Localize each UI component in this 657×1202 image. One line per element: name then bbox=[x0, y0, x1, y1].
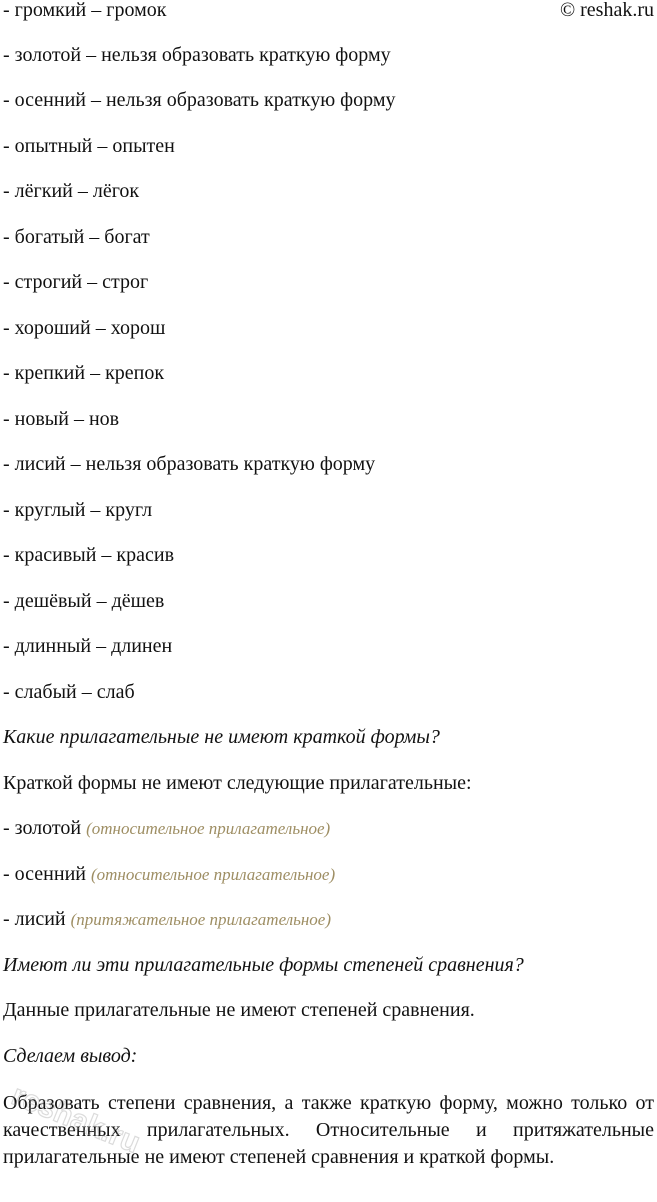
adjective-note: (относительное прилагательное) bbox=[86, 819, 331, 838]
list-item: - новый – нов bbox=[3, 408, 120, 430]
conclusion-label: Сделаем вывод: bbox=[3, 1045, 138, 1067]
list-item: - лисий – нельзя образовать краткую форму bbox=[3, 453, 376, 475]
list-item: - хороший – хорош bbox=[3, 317, 166, 339]
adjective-note: (относительное прилагательное) bbox=[90, 865, 336, 884]
list-item: - осенний – нельзя образовать краткую форму bbox=[3, 89, 396, 111]
list-item bbox=[3, 816, 654, 841]
list-item: - опытный – опытен bbox=[3, 135, 175, 157]
question-heading: Имеют ли эти прилагательные формы степеней сравнения? bbox=[3, 954, 524, 976]
list-item bbox=[3, 862, 654, 887]
list-item: - круглый – кругл bbox=[3, 499, 153, 521]
list-item: - громкий – громок bbox=[3, 0, 167, 21]
adjective-note: (притяжательное прилагательное) bbox=[70, 910, 331, 929]
watermark-text: reshak.ru bbox=[7, 1078, 145, 1160]
list-item: - красивый – красив bbox=[3, 544, 175, 566]
adjective-word: - осенний bbox=[3, 863, 86, 885]
list-item: - длинный – длинен bbox=[3, 635, 173, 657]
conclusion-paragraph: Образовать степени сравнения, а также краткую форму, можно только от качественных прилагательных. Относительные и притяжательные прилагательные не имеют степеней сравнения и краткой формы. bbox=[3, 1092, 654, 1168]
adjective-word: - лисий bbox=[3, 908, 66, 930]
list-item: - богатый – богат bbox=[3, 226, 150, 248]
list-item bbox=[3, 907, 654, 932]
copyright-label: © reshak.ru bbox=[559, 0, 654, 21]
list-item: - дешёвый – дёшев bbox=[3, 590, 165, 612]
list-item: - слабый – слаб bbox=[3, 681, 135, 703]
adjective-word: - золотой bbox=[3, 817, 82, 839]
list-item: - лёгкий – лёгок bbox=[3, 180, 140, 202]
answer-text: Данные прилагательные не имеют степеней сравнения. bbox=[3, 999, 475, 1021]
list-item: - крепкий – крепок bbox=[3, 362, 165, 384]
question-heading: Какие прилагательные не имеют краткой формы? bbox=[3, 726, 440, 748]
list-item: - строгий – строг bbox=[3, 271, 149, 293]
answer-text: Краткой формы не имеют следующие прилагательные: bbox=[3, 772, 472, 794]
list-item: - золотой – нельзя образовать краткую форму bbox=[3, 44, 391, 66]
